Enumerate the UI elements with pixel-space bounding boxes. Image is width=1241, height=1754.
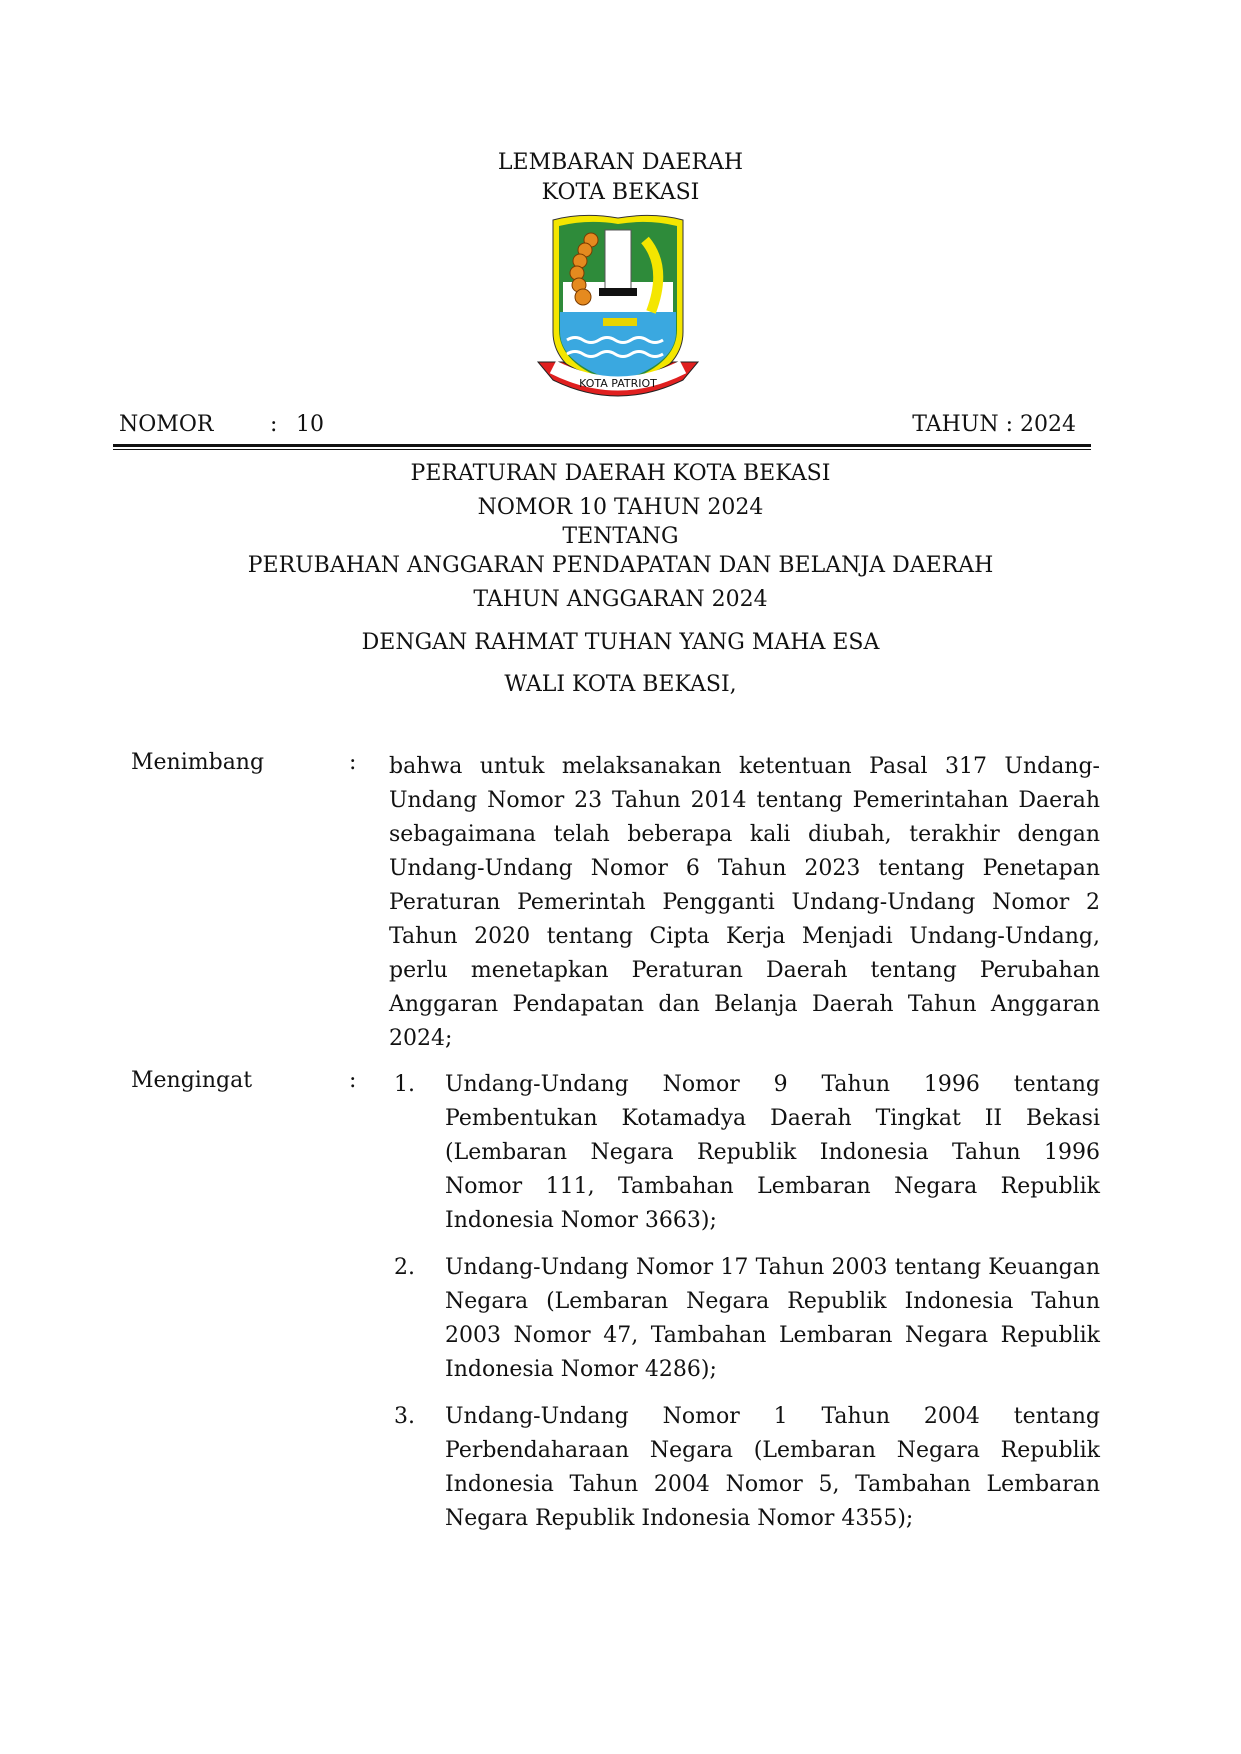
header-line-2: KOTA BEKASI — [541, 180, 700, 205]
title-line-4: PERUBAHAN ANGGARAN PENDAPATAN DAN BELANJA DAERAH — [247, 553, 994, 578]
title-line-2: NOMOR 10 TAHUN 2024 — [477, 495, 764, 520]
header-line-1: LEMBARAN DAERAH — [497, 150, 744, 175]
title-line-6: DENGAN RAHMAT TUHAN YANG MAHA ESA — [361, 630, 880, 655]
nomor-colon: : — [270, 412, 278, 437]
title-line-3: TENTANG — [562, 524, 679, 549]
nomor-value: 10 — [296, 412, 324, 437]
mengingat-label: Mengingat — [131, 1068, 253, 1093]
title-line-1: PERATURAN DAERAH KOTA BEKASI — [410, 461, 831, 486]
item-text: Undang-Undang Nomor 17 Tahun 2003 tentang Keuangan Negara (Lembaran Negara Republik Indonesia Tahun 2003 Nomor 47, Tambahan Lembaran Negara Republik Indonesia Nomor 4286); — [445, 1255, 1100, 1382]
menimbang-text: bahwa untuk melaksanakan ketentuan Pasal 317 Undang-Undang Nomor 23 Tahun 2014 tentang Pemerintahan Daerah sebagaimana telah beberapa kali diubah, terakhir dengan Undang-Undang Nomor 6 Tahun 2023 tentang Penetapan Peraturan Pemerintah Pengganti Undang-Undang Nomor 2 Tahun 2020 tentang Cipta Kerja Menjadi Undang-Undang, perlu menetapkan Peraturan Daerah tentang Perubahan Anggaran Pendapatan dan Belanja Daerah Tahun Anggaran 2024; — [389, 754, 1100, 1051]
mengingat-colon: : — [349, 1068, 357, 1093]
kota-bekasi-logo — [533, 212, 703, 402]
title-line-7: WALI KOTA BEKASI, — [504, 672, 737, 697]
logo-text: KOTA PATRIOT — [579, 377, 657, 390]
header-divider — [113, 444, 1091, 447]
menimbang-label: Menimbang — [131, 750, 265, 775]
item-number: 1. — [394, 1072, 415, 1097]
nomor-label: NOMOR — [119, 412, 214, 437]
title-line-5: TAHUN ANGGARAN 2024 — [473, 587, 768, 612]
item-number: 2. — [394, 1255, 415, 1280]
item-text: Undang-Undang Nomor 1 Tahun 2004 tentang Perbendaharaan Negara (Lembaran Negara Republik Indonesia Tahun 2004 Nomor 5, Tambahan Lembaran Negara Republik Indonesia Nomor 4355); — [445, 1404, 1100, 1531]
header-divider-thin — [113, 449, 1091, 450]
menimbang-colon: : — [349, 750, 357, 775]
tahun: TAHUN : 2024 — [912, 412, 1076, 437]
item-text: Undang-Undang Nomor 9 Tahun 1996 tentang Pembentukan Kotamadya Daerah Tingkat II Bekasi (Lembaran Negara Republik Indonesia Tahun 1996 Nomor 111, Tambahan Lembaran Negara Republik Indonesia Nomor 3663); — [445, 1072, 1100, 1233]
item-number: 3. — [394, 1404, 415, 1429]
